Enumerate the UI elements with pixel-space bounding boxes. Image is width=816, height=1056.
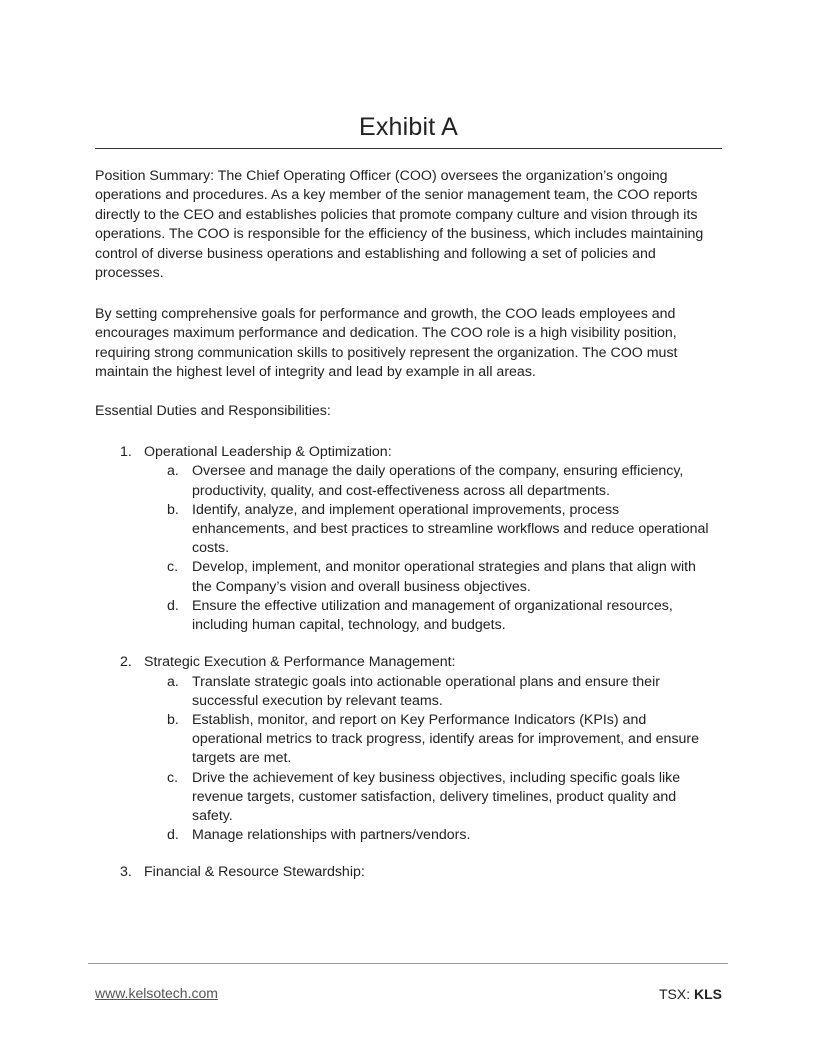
item-text: Oversee and manage the daily operations of the company, ensuring efficiency, productivity, quality, and cost-effectiveness across all departments. bbox=[192, 463, 684, 499]
item-text: Identify, analyze, and implement operational improvements, process enhancements, and best practices to streamline workflows and reduce operational costs. bbox=[192, 501, 709, 557]
footer-divider bbox=[88, 963, 728, 964]
item-text: Translate strategic goals into actionable operational plans and ensure their successful execution by relevant teams. bbox=[192, 673, 660, 709]
list-item bbox=[95, 673, 725, 711]
ticker-symbol: KLS bbox=[694, 986, 722, 1002]
item-text: Drive the achievement of key business objectives, including specific goals like revenue targets, customer satisfaction, delivery timelines, product quality and safety. bbox=[192, 769, 681, 825]
duty-section bbox=[95, 863, 725, 882]
list-item bbox=[95, 597, 725, 635]
section-number: 1. bbox=[120, 444, 132, 460]
section-number: 2. bbox=[120, 654, 132, 671]
item-letter: c. bbox=[167, 769, 179, 786]
section-number: 3. bbox=[120, 864, 132, 881]
position-summary-paragraph: Position Summary: The Chief Operating Officer (COO) oversees the organization’s ongoing operations and procedures. As a key member of the senior management team, the COO reports directly to the CEO and establishes policies that promote company culture and vision through its operations. The COO is responsible for the efficiency of the business, which includes maintaining control of diverse business operations and establishing and following a set of policies and processes. bbox=[95, 168, 704, 282]
item-letter: a. bbox=[167, 463, 179, 480]
list-item bbox=[95, 501, 725, 559]
list-item bbox=[95, 769, 725, 827]
item-letter: b. bbox=[167, 712, 179, 729]
item-text: Manage relationships with partners/vendors. bbox=[192, 827, 471, 844]
list-item bbox=[95, 826, 725, 845]
list-item bbox=[95, 711, 725, 769]
item-text: Establish, monitor, and report on Key Performance Indicators (KPIs) and operational metrics to track progress, identify areas for improvement, and ensure targets are met. bbox=[192, 712, 700, 767]
item-letter: c. bbox=[167, 559, 179, 576]
goals-paragraph: By setting comprehensive goals for performance and growth, the COO leads employees and encourages maximum performance and dedication. The COO role is a high visibility position, requiring strong communication skills to positively represent the organization. The COO must maintain the highest level of integrity and lead by example in all areas. bbox=[95, 306, 678, 381]
list-item bbox=[95, 462, 725, 500]
section-title: Strategic Execution & Performance Management: bbox=[144, 654, 456, 671]
item-letter: a. bbox=[167, 673, 179, 690]
item-letter: b. bbox=[167, 501, 179, 518]
ticker-label: TSX: bbox=[658, 986, 691, 1002]
duty-section bbox=[95, 443, 725, 635]
duty-section bbox=[95, 653, 725, 845]
section-title: Operational Leadership & Optimization: bbox=[144, 444, 392, 460]
item-text: Develop, implement, and monitor operational strategies and plans that align with the Company’s vision and overall business objectives. bbox=[192, 559, 696, 595]
title-divider bbox=[95, 148, 722, 149]
item-text: Ensure the effective utilization and management of organizational resources, including human capital, technology, and budgets. bbox=[192, 597, 673, 634]
stock-ticker bbox=[659, 986, 722, 1002]
item-letter: d. bbox=[167, 827, 179, 844]
duties-heading: Essential Duties and Responsibilities: bbox=[95, 403, 331, 419]
page-title: Exhibit A bbox=[358, 113, 459, 141]
section-title: Financial & Resource Stewardship: bbox=[144, 864, 365, 881]
duties-list bbox=[95, 443, 725, 883]
list-item bbox=[95, 558, 725, 596]
item-letter: d. bbox=[167, 597, 179, 614]
website-link[interactable]: www.kelsotech.com bbox=[95, 985, 218, 1001]
